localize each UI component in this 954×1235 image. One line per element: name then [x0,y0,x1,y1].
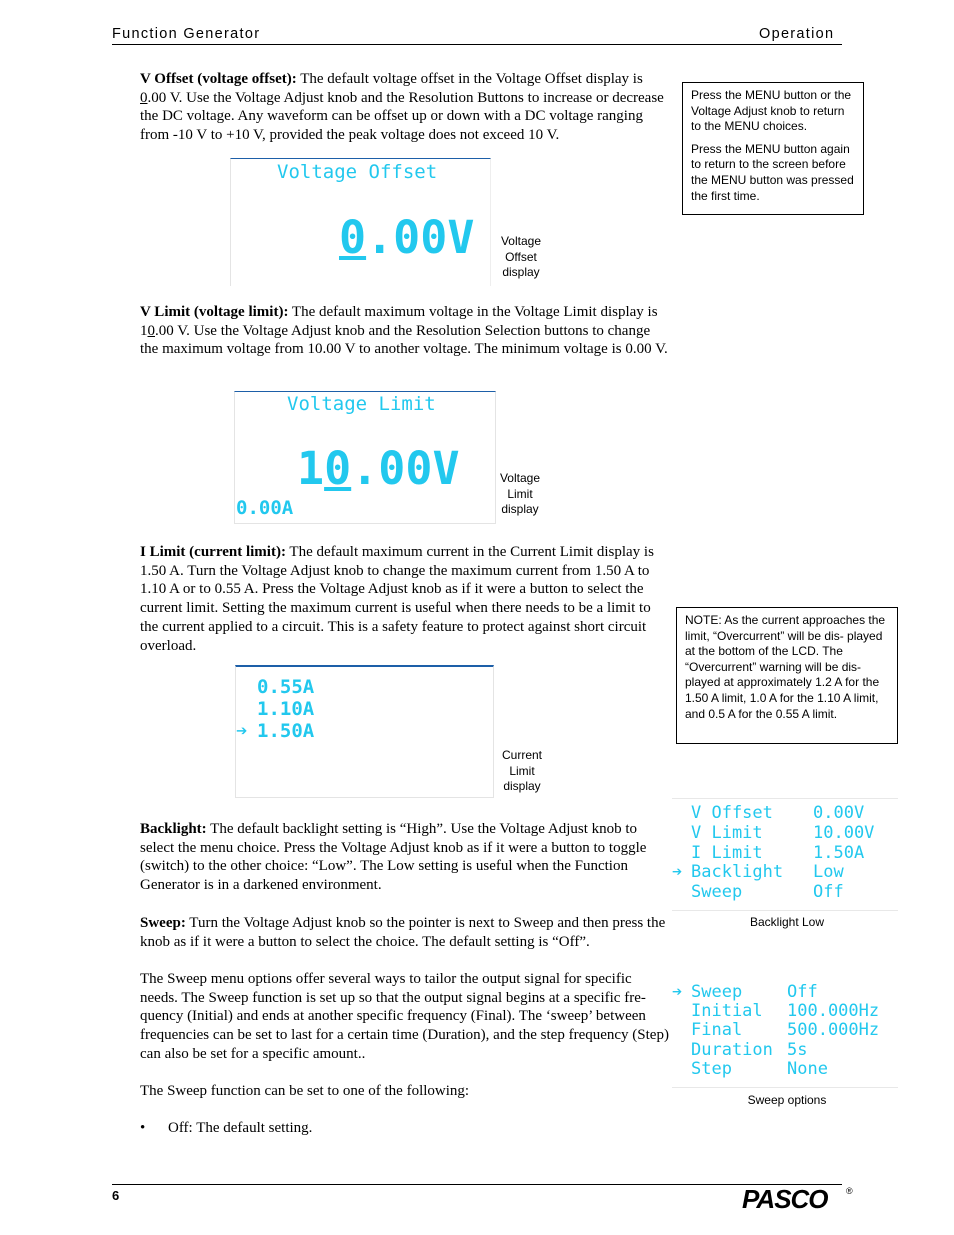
voltage-offset-value-rest: .00V [366,211,475,264]
pasco-logo: PASCO [742,1184,828,1214]
current-option-2: 1.10A [257,698,315,720]
menu-row-value: 0.00V [813,803,865,823]
footer-rule [112,1184,842,1185]
sweep-text: Turn the Voltage Adjust knob so the pointer is next to Sweep and then press the knob as if it were a button to select the choice. The default setting is “Off”. [140,915,666,950]
running-header-section: Operation [759,26,835,42]
backlight-term: Backlight: [140,821,207,837]
bullet-text: Off: The default setting. [168,1120,313,1136]
voltage-offset-lcd [230,158,491,286]
registered-mark: ® [846,1186,853,1196]
menu-row-value: Off [813,882,844,902]
menu-row-label: V Offset [691,803,773,823]
sweep-modes-intro: The Sweep function can be set to one of the following: [140,1083,470,1099]
voltage-limit-value-rest: .00V [351,442,460,495]
menu-row-value: 5s [787,1040,808,1060]
sweep-menu-lcd [672,982,898,1085]
menu-row-label: Sweep [691,982,743,1002]
voltage-limit-value [297,442,460,495]
voltage-offset-value [339,211,474,264]
current-note-box [676,607,898,744]
menu-row-label: Sweep [691,882,743,902]
sweep-mode-bullet-off [140,1119,312,1138]
voffset-underlined-digit: 0 [140,89,148,106]
voltage-limit-caption: Voltage Limit display [499,471,541,517]
menu-row-label: Duration [691,1040,773,1060]
menu-row-label: V Limit [691,823,763,843]
current-option-3: 1.50A [257,720,315,742]
sweep-menu-caption: Sweep options [747,1093,827,1107]
sweep-menu-bottom-rule [672,1087,898,1088]
vlimit-underlined-digit: 0 [147,322,155,339]
menu-row-value: 100.000Hz [787,1001,880,1021]
ilimit-text: The default maximum current in the Current Limit display is 1.50 A. Turn the Voltage Adjust knob to change the maximum current from 1.50 A to 1.10 A or to 0.55 A. Press the Voltage Adjust knob as if it were a button to select the current limit. Setting the maximum current is useful when there needs to be a limit to the current applied to a circuit. This is a safety feature to protect against short circuit overload. [140,544,654,654]
backlight-menu-lcd [672,803,898,908]
vlimit-text-a: The default maximum voltage in the Voltage Limit display is 1 [140,304,658,339]
header-rule [112,44,842,45]
voltage-limit-value-a: 1 [297,442,325,495]
backlight-paragraph [140,820,672,895]
backlight-menu-bottom-rule [672,910,898,911]
menu-row-value: 1.50A [813,843,865,863]
menu-note-box [682,82,864,215]
voltage-limit-cursor-digit: 0 [324,442,352,495]
menu-row-value: None [787,1059,828,1079]
menu-row-value: 500.000Hz [787,1020,880,1040]
voffset-text-b: .00 V. Use the Voltage Adjust knob and the Resolution Buttons to increase or decrease the DC voltage. Any waveform can be offset up or down with a DC voltage ranging from -10 V to +10 V, provided the peak voltage does not exceed 10 V. [140,89,664,144]
menu-row-label: Step [691,1059,732,1079]
menu-row-label: Initial [691,1001,763,1021]
current-note: NOTE: As the current approaches the limit, “Overcurrent” will be dis- played at the bottom of the LCD. The “Overcurrent” warning will be dis- played at approximately 1.2 A for the 1.50 A limit, 1.0 A for the 1.10 A limit, and 0.5 A for the 0.55 A limit. [685,613,886,721]
current-pointer-arrow-icon: ➔ [236,720,248,742]
menu-row-label: I Limit [691,843,763,863]
current-limit-caption: Current Limit display [501,748,542,794]
voffset-term: V Offset (voltage offset): [140,71,297,87]
menu-row-value: Off [787,982,818,1002]
voltage-offset-cursor-digit: 0 [339,211,367,264]
ilimit-term: I Limit (current limit): [140,544,286,560]
vlimit-paragraph [140,303,672,359]
bullet-dot-icon: • [140,1120,146,1136]
current-option-1: 0.55A [257,676,315,698]
backlight-menu-top-rule [672,798,898,799]
running-header-title: Function Generator [112,26,261,42]
menu-row-label: Final [691,1020,743,1040]
voltage-limit-lcd [234,391,496,524]
vlimit-term: V Limit (voltage limit): [140,304,289,320]
menu-row-label: Backlight [691,862,784,882]
menu-row-value: Low [813,862,844,882]
voltage-limit-title: Voltage Limit [287,393,436,415]
menu-note-2: Press the MENU button again to return to the screen before the MENU button was pressed the first time. [691,141,854,203]
page-number: 6 [112,1188,120,1203]
voltage-limit-current-readout: 0.00A [236,497,294,519]
menu-row-value: 10.00V [813,823,875,843]
sweep-pointer-arrow-icon: ➔ [672,982,683,1002]
voffset-paragraph [140,70,672,145]
current-limit-lcd [235,665,494,798]
sweep-intro-paragraph: The Sweep menu options offer several ways to tailor the output signal for specific needs. The Sweep function is set up so that the output signal begins at a specific fre- quency (Initial) and ends at another specific frequency (Final). The ‘sweep’ between frequencies can be set to last for a certain time (Duration), and the step frequency (Step) can also be set for a specific amount.. [140,971,669,1062]
sweep-term: Sweep: [140,915,186,931]
backlight-text: The default backlight setting is “High”. Use the Voltage Adjust knob to select the menu choice. Press the Voltage Adjust knob as if it were a button to toggle (switch) to the other choice: “Low”. The Low setting is useful when the Function Generator is in a darkened environment. [140,821,647,894]
voffset-text-a: The default voltage offset in the Voltage Offset display is [296,71,643,87]
backlight-menu-caption: Backlight Low [749,915,825,929]
sweep-paragraph [140,914,672,951]
voltage-offset-caption: Voltage Offset display [500,234,542,280]
ilimit-paragraph [140,543,672,655]
voltage-offset-title: Voltage Offset [277,161,438,183]
vlimit-text-b: .00 V. Use the Voltage Adjust knob and the Resolution Selection buttons to change the maximum voltage from 10.00 V to another voltage. The minimum voltage is 0.00 V. [140,322,668,358]
backlight-pointer-arrow-icon: ➔ [672,862,683,882]
menu-note-1: Press the MENU button or the Voltage Adjust knob to return to the MENU choices. [691,88,852,134]
